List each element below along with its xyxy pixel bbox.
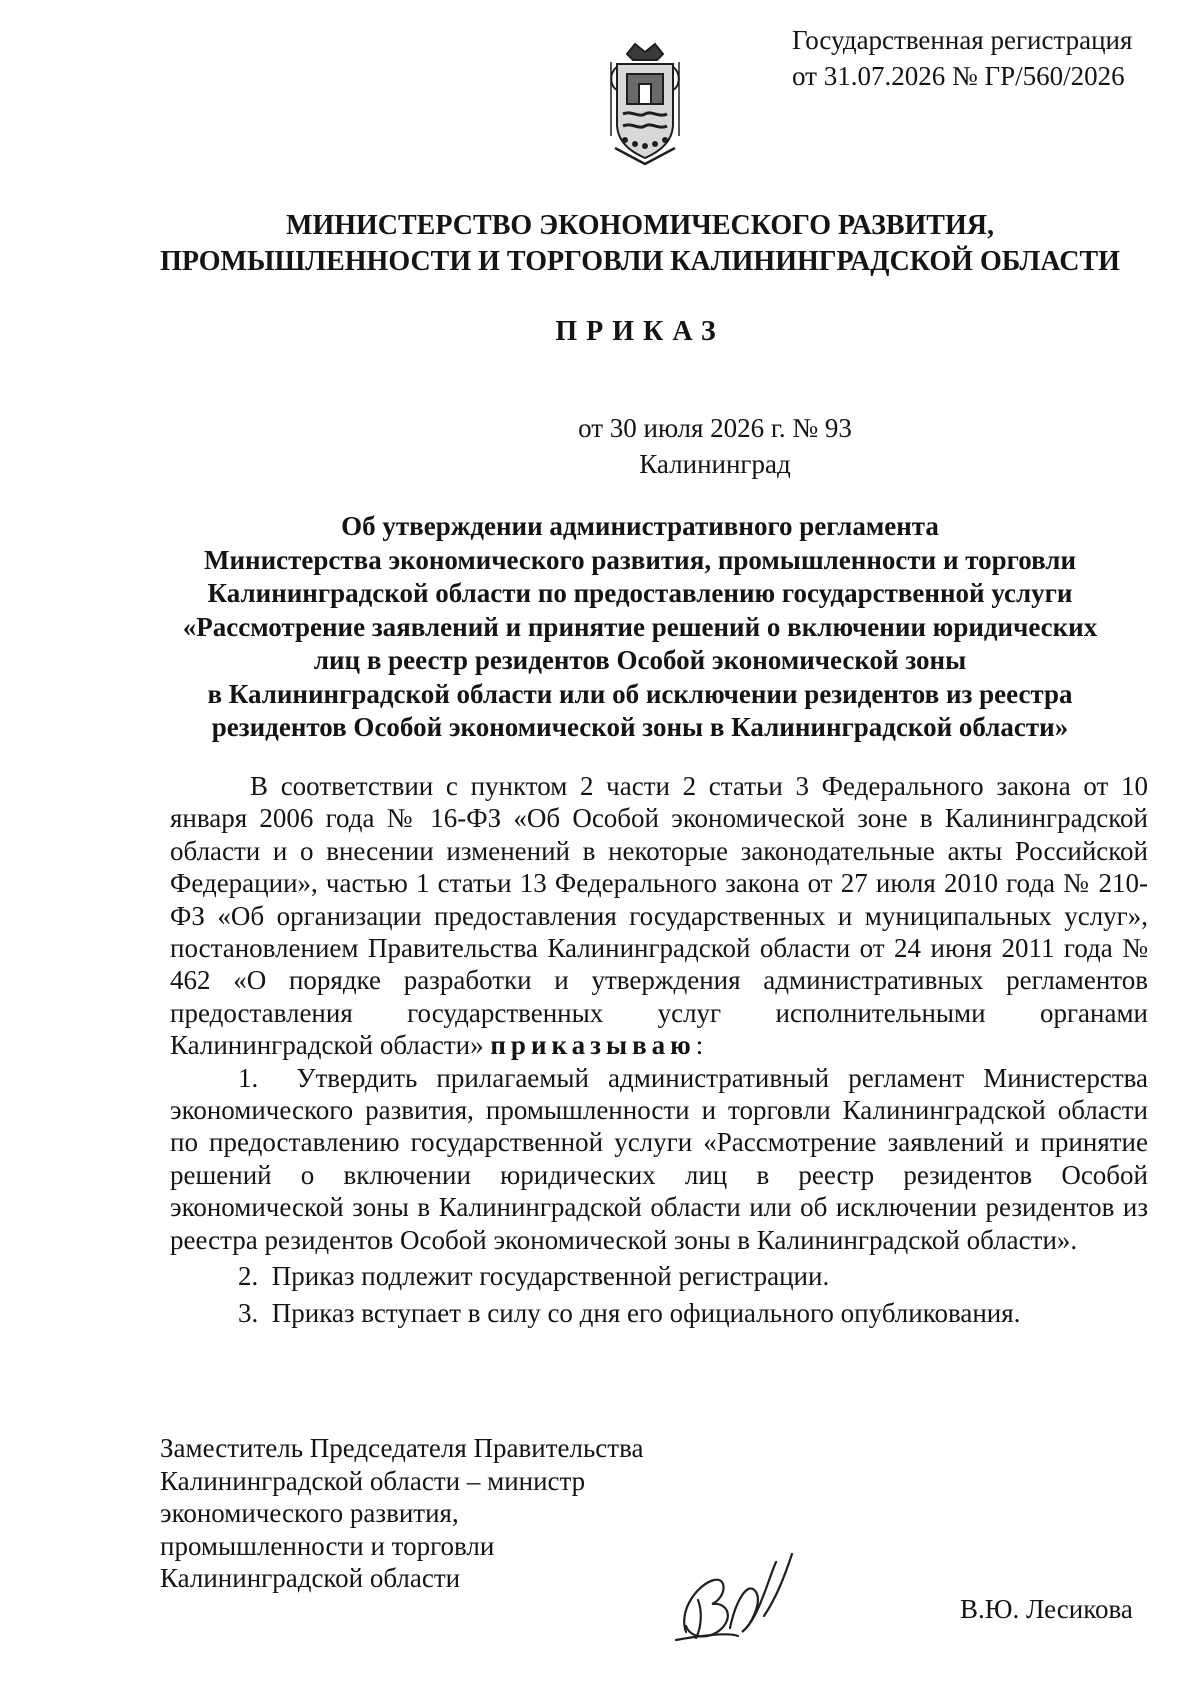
signatory-line: экономического развития,	[160, 1498, 459, 1528]
order-date-block	[120, 410, 1160, 482]
signatory-title	[160, 1432, 720, 1595]
signer-name: В.Ю. Лесикова	[960, 1594, 1133, 1624]
order-body	[170, 770, 1148, 1329]
directive-colon: :	[695, 1030, 704, 1061]
directive-word: приказываю	[490, 1030, 696, 1061]
item-number: 1.	[238, 1062, 259, 1093]
subject-line: в Калининградской области или об исключении резидентов из реестра	[207, 678, 1073, 709]
subject-line: Калининградской области по предоставлению государственной услуги	[207, 578, 1073, 608]
ministry-name-line-1: МИНИСТЕРСТВО ЭКОНОМИЧЕСКОГО РАЗВИТИЯ,	[286, 210, 994, 241]
item-text: Приказ вступает в силу со дня его официального опубликования.	[271, 1297, 1021, 1328]
signatory-line: Калининградской области	[160, 1563, 461, 1593]
order-subject	[120, 510, 1160, 745]
order-title: ПРИКАЗ	[555, 316, 725, 347]
signatory-line: Калининградской области – министр	[160, 1465, 586, 1496]
ministry-name	[120, 208, 1160, 280]
ministry-name-line-2: ПРОМЫШЛЕННОСТИ И ТОРГОВЛИ КАЛИНИНГРАДСКОЙ ОБЛАСТИ	[160, 246, 1120, 277]
handwritten-signature-icon	[668, 1540, 818, 1650]
registration-line-2: от 31.07.2026 № ГР/560/2026	[792, 61, 1125, 91]
subject-line: резидентов Особой экономической зоны в Калининградской области»	[211, 712, 1069, 742]
subject-line: лиц в реестр резидентов Особой экономической зоны	[313, 645, 967, 675]
item-number: 3.	[238, 1297, 259, 1328]
order-city: Калининград	[639, 449, 791, 479]
registration-stamp	[792, 22, 1152, 94]
item-text: Приказ подлежит государственной регистрации.	[271, 1261, 830, 1292]
subject-line: Об утверждении административного регламента	[341, 511, 939, 541]
preamble-paragraph	[170, 770, 1148, 1062]
item-number: 2.	[238, 1261, 259, 1292]
signatory-line: промышленности и торговли	[160, 1530, 495, 1561]
item-text: Утвердить прилагаемый административный регламент Министерства экономического развития, промышленности и торговли Калининградской области по предоставлению государственной услуги «Рассмотрение заявлений и принятие решений о включении юридических лиц в реестр резидентов Особой экономической зоны в Калининградской области или об исключении резидентов из реестра резидентов Особой экономической зоны в Калининградской области».	[170, 1062, 1149, 1255]
subject-line: «Рассмотрение заявлений и принятие решений о включении юридических	[182, 611, 1098, 642]
registration-line-1: Государственная регистрация	[792, 25, 1133, 55]
order-date-number: от 30 июля 2026 г. № 93	[578, 413, 852, 443]
order-item-3	[170, 1297, 1148, 1329]
signatory-line: Заместитель Председателя Правительства	[160, 1433, 644, 1463]
order-item-1	[170, 1062, 1148, 1256]
order-item-2	[170, 1260, 1148, 1292]
coat-of-arms-icon	[605, 40, 685, 170]
subject-line: Министерства экономического развития, промышленности и торговли	[203, 544, 1077, 575]
preamble-text: В соответствии с пунктом 2 части 2 статьи 3 Федерального закона от 10 января 2006 года № 16-ФЗ «Об Особой экономической зоне в Калининградской области и о внесении изменений в некоторые законодательные акты Российской Федерации», частью 1 статьи 13 Федерального закона от 27 июля 2010 года № 210-ФЗ «Об организации предоставления государственных и муниципальных услуг», постановлением Правительства Калининградской области от 24 июня 2011 года № 462 «О порядке разработки и утверждения административных регламентов предоставления государственных услуг исполнительными органами Калининградской области»	[170, 771, 1148, 1061]
